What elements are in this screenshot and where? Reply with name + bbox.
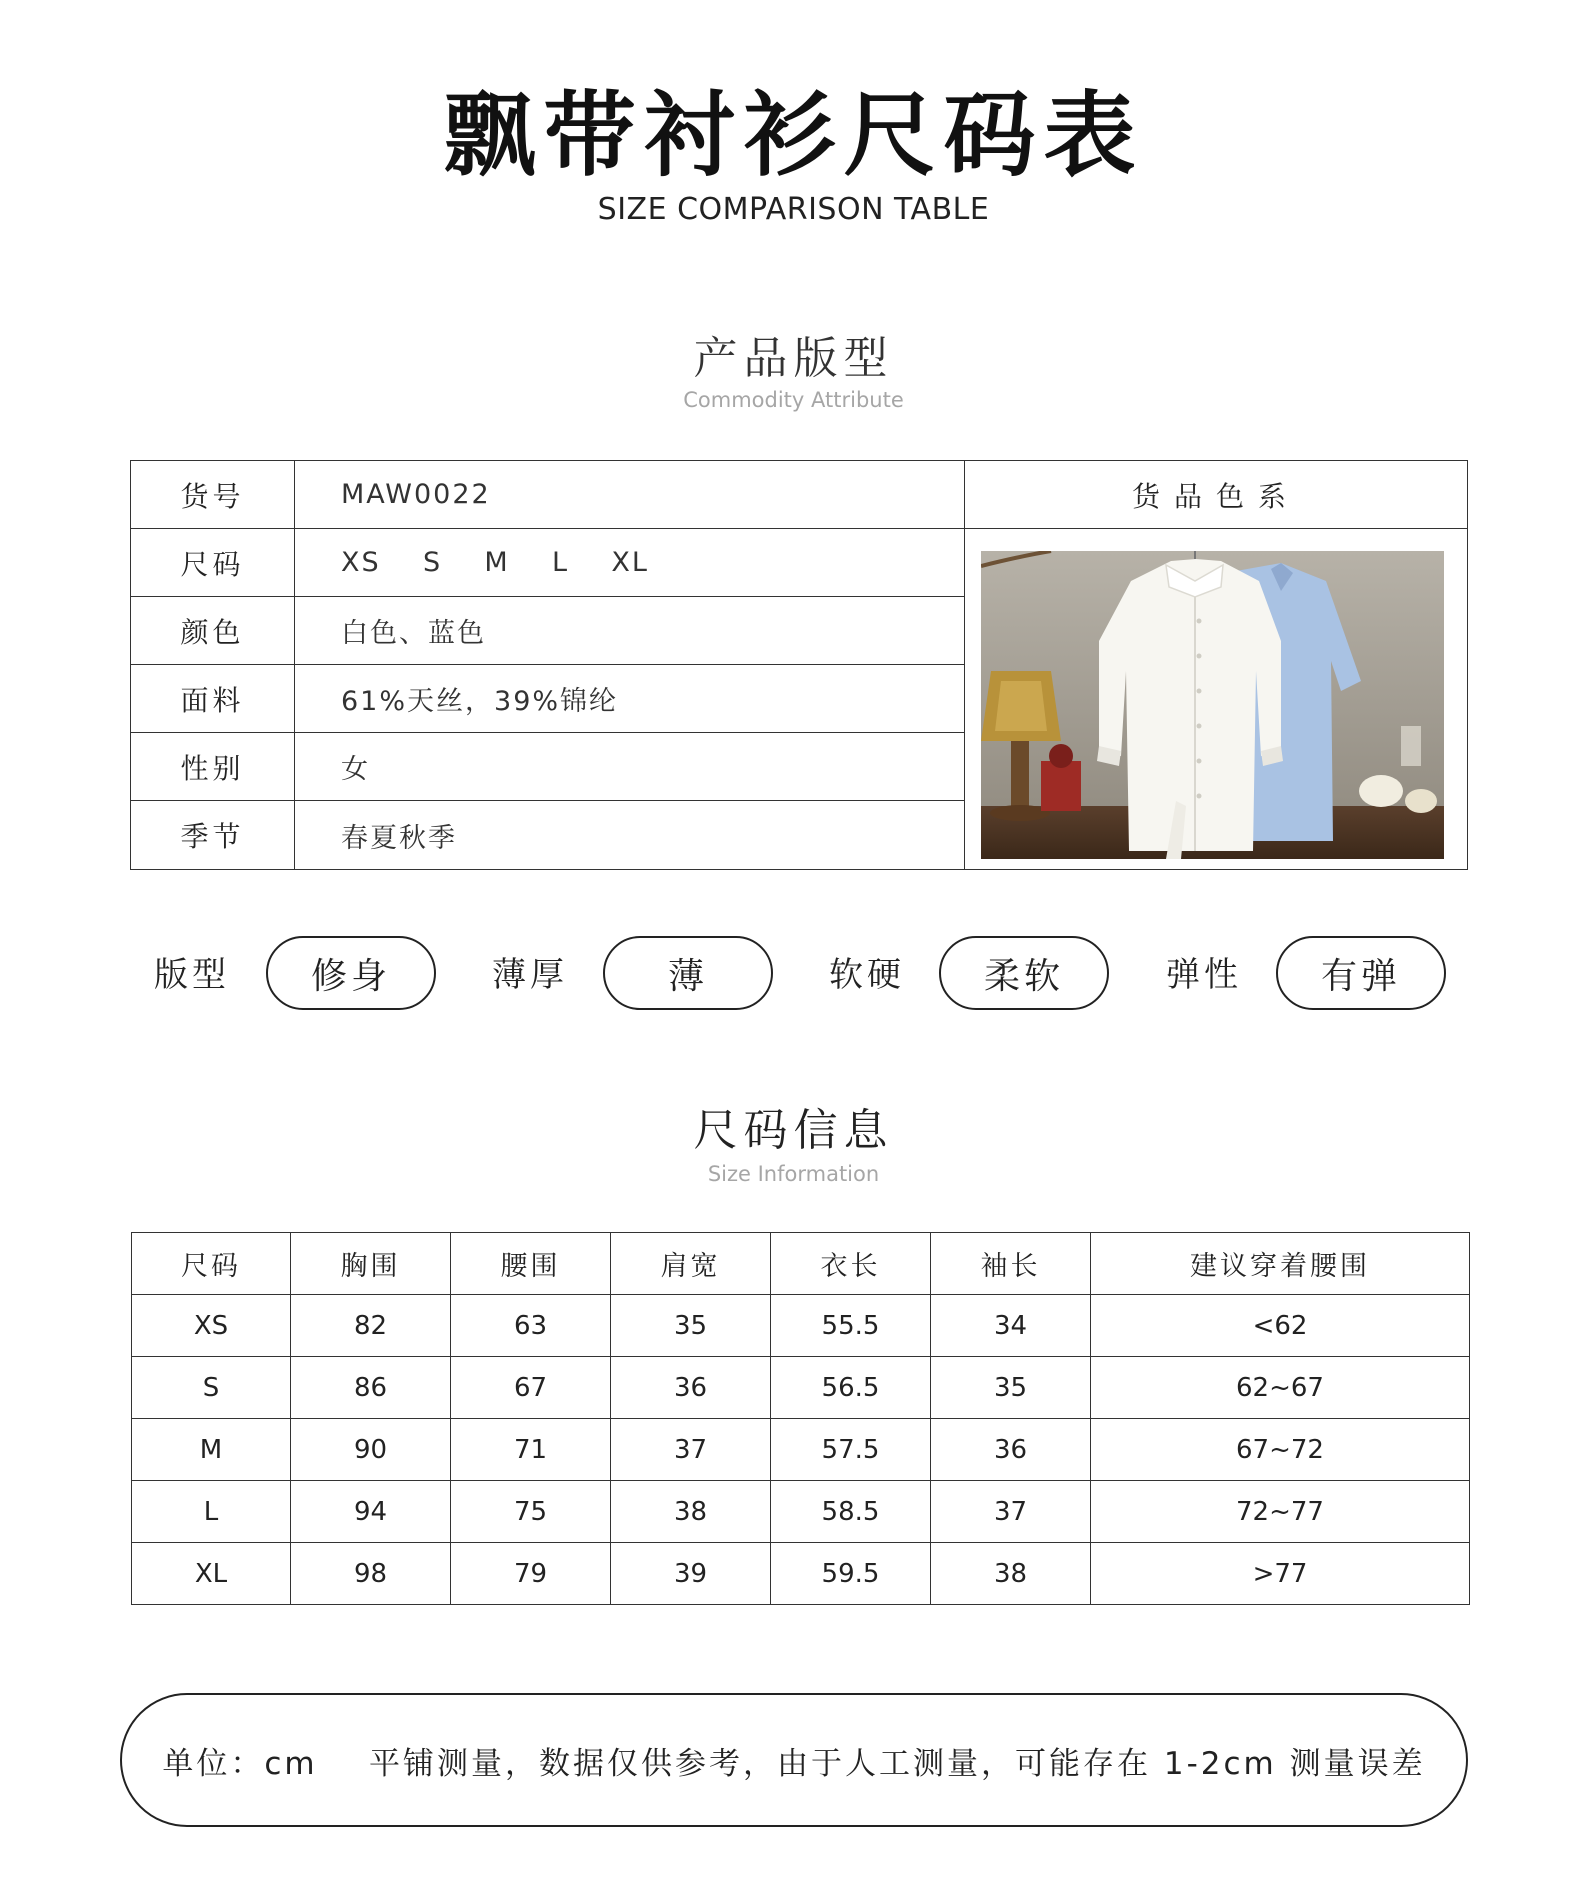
table-row xyxy=(132,1357,1470,1419)
table-cell: 38 xyxy=(611,1481,771,1543)
property-value-elasticity: 有弹 xyxy=(1276,936,1446,1010)
table-cell: 63 xyxy=(451,1295,611,1357)
table-cell: 82 xyxy=(291,1295,451,1357)
table-cell: 72~77 xyxy=(1091,1481,1470,1543)
table-cell: M xyxy=(132,1419,291,1481)
attribute-row xyxy=(131,461,964,529)
column-header: 袖长 xyxy=(931,1233,1091,1295)
size-section-subtitle: Size Information xyxy=(707,1162,880,1186)
table-cell: 36 xyxy=(611,1357,771,1419)
attribute-value: 61%天丝，39%锦纶 xyxy=(341,686,619,717)
table-cell: 57.5 xyxy=(771,1419,931,1481)
page-subtitle: SIZE COMPARISON TABLE xyxy=(597,192,990,227)
column-header: 建议穿着腰围 xyxy=(1091,1233,1470,1295)
attribute-row xyxy=(131,597,964,665)
attribute-row xyxy=(131,529,964,597)
page-title: 飘带衬衫尺码表 xyxy=(443,82,1144,189)
column-header: 腰围 xyxy=(451,1233,611,1295)
table-cell: 86 xyxy=(291,1357,451,1419)
attribute-value: MAW0022 xyxy=(341,479,491,510)
table-row xyxy=(132,1295,1470,1357)
table-cell: S xyxy=(132,1357,291,1419)
column-header: 衣长 xyxy=(771,1233,931,1295)
column-header: 肩宽 xyxy=(611,1233,771,1295)
attribute-value: 春夏秋季 xyxy=(341,822,457,854)
table-cell: XL xyxy=(132,1543,291,1605)
table-row xyxy=(132,1543,1470,1605)
table-cell: 36 xyxy=(931,1419,1091,1481)
table-cell: 39 xyxy=(611,1543,771,1605)
property-value-thickness: 薄 xyxy=(603,936,773,1010)
table-cell: 62~67 xyxy=(1091,1357,1470,1419)
table-cell: 55.5 xyxy=(771,1295,931,1357)
table-cell: 37 xyxy=(611,1419,771,1481)
table-cell: 67~72 xyxy=(1091,1419,1470,1481)
table-cell: 67 xyxy=(451,1357,611,1419)
shirt-photo-illustration xyxy=(981,551,1444,859)
attribute-label: 面料 xyxy=(131,665,295,732)
table-cell: 35 xyxy=(611,1295,771,1357)
table-cell: 98 xyxy=(291,1543,451,1605)
attribute-label: 季节 xyxy=(131,801,295,869)
product-photo xyxy=(981,551,1444,859)
property-value-fit: 修身 xyxy=(266,936,436,1010)
table-cell: 90 xyxy=(291,1419,451,1481)
table-cell: 38 xyxy=(931,1543,1091,1605)
attribute-row xyxy=(131,801,964,869)
measurement-note xyxy=(120,1693,1468,1827)
table-cell: 34 xyxy=(931,1295,1091,1357)
table-cell: 79 xyxy=(451,1543,611,1605)
table-cell: XS xyxy=(132,1295,291,1357)
property-label-elasticity: 弹性 xyxy=(1166,955,1242,995)
property-label-softness: 软硬 xyxy=(829,955,905,995)
attribute-value: XS S M L XL xyxy=(341,547,649,578)
size-section-title: 尺码信息 xyxy=(693,1105,894,1156)
table-cell: 75 xyxy=(451,1481,611,1543)
measurement-note-text: 单位：cm 平铺测量，数据仅供参考，由于人工测量，可能存在 1-2cm 测量误差 xyxy=(162,1745,1426,1782)
attribute-row xyxy=(131,733,964,801)
property-label-thickness: 薄厚 xyxy=(492,955,568,995)
table-cell: 71 xyxy=(451,1419,611,1481)
column-header: 胸围 xyxy=(291,1233,451,1295)
attribute-label: 颜色 xyxy=(131,597,295,664)
table-cell: >77 xyxy=(1091,1543,1470,1605)
attribute-label: 货号 xyxy=(131,461,295,528)
color-column xyxy=(964,461,1467,869)
attribute-section-title: 产品版型 xyxy=(693,333,894,384)
attribute-label: 尺码 xyxy=(131,529,295,596)
attribute-section-subtitle: Commodity Attribute xyxy=(683,388,904,412)
property-value-softness: 柔软 xyxy=(939,936,1109,1010)
table-row xyxy=(132,1481,1470,1543)
attribute-label: 性别 xyxy=(131,733,295,800)
table-cell: L xyxy=(132,1481,291,1543)
table-row xyxy=(132,1419,1470,1481)
table-cell: 35 xyxy=(931,1357,1091,1419)
attribute-value: 女 xyxy=(341,754,370,785)
attribute-table xyxy=(130,460,1468,870)
table-cell: 58.5 xyxy=(771,1481,931,1543)
size-table xyxy=(131,1232,1470,1605)
table-cell: 94 xyxy=(291,1481,451,1543)
color-column-header: 货品色系 xyxy=(965,461,1467,529)
property-label-fit: 版型 xyxy=(154,955,230,995)
attribute-row xyxy=(131,665,964,733)
table-cell: <62 xyxy=(1091,1295,1470,1357)
column-header: 尺码 xyxy=(132,1233,291,1295)
size-table-header-row xyxy=(132,1233,1470,1295)
attribute-value: 白色、蓝色 xyxy=(341,618,486,649)
table-cell: 59.5 xyxy=(771,1543,931,1605)
table-cell: 37 xyxy=(931,1481,1091,1543)
table-cell: 56.5 xyxy=(771,1357,931,1419)
